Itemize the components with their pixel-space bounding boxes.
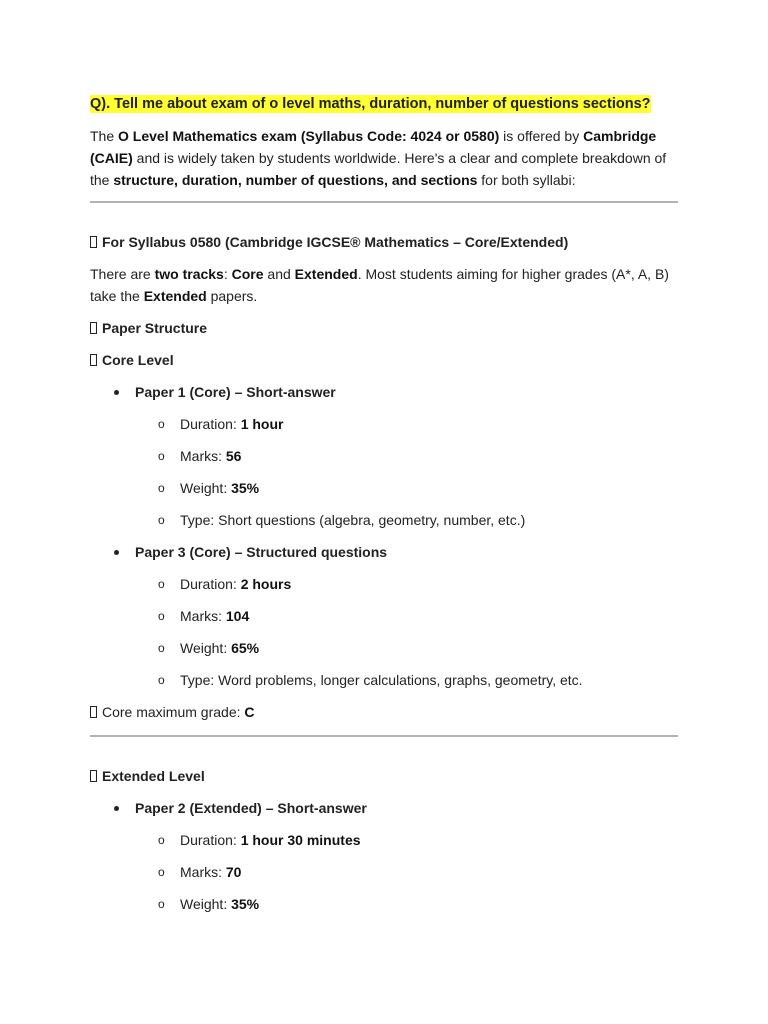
core-papers-list: [90, 381, 678, 403]
paper-details-list: [90, 413, 678, 531]
list-item: [90, 637, 678, 659]
detail-value: 65%: [231, 640, 260, 656]
tracks-text: :: [223, 266, 232, 282]
syllabus-heading-text: For Syllabus 0580 (Cambridge IGCSE® Mathematics – Core/Extended): [102, 234, 569, 250]
question-line: [90, 92, 678, 115]
tracks-text: and: [263, 266, 295, 282]
paper-title: Paper 3 (Core) – Structured questions: [135, 544, 388, 560]
detail-label: Marks:: [180, 448, 226, 464]
list-item: [90, 445, 678, 467]
core-max-grade-label: Core maximum grade:: [102, 704, 245, 720]
list-item: [90, 413, 678, 435]
detail-label: Duration:: [180, 416, 241, 432]
extended-papers-list: [90, 797, 678, 819]
core-papers-list: [90, 541, 678, 563]
tracks-paragraph: [90, 263, 678, 307]
missing-glyph-icon: [90, 770, 97, 782]
intro-topics: structure, duration, number of questions, and sections: [113, 172, 478, 188]
tracks-bold: Extended: [294, 266, 358, 282]
list-item: [90, 477, 678, 499]
intro-board: Cambridge (CAIE): [90, 128, 657, 166]
paper-structure-heading: [90, 317, 678, 339]
tracks-bold: Core: [231, 266, 264, 282]
list-item: [90, 893, 678, 915]
detail-value: 56: [225, 448, 242, 464]
detail-value: 1 hour 30 minutes: [240, 832, 361, 848]
tracks-text: There are: [90, 266, 155, 282]
syllabus-heading: [90, 231, 678, 253]
list-item: [90, 573, 678, 595]
paper-title: Paper 1 (Core) – Short-answer: [135, 384, 336, 400]
paper-details-list: [90, 829, 678, 915]
detail-label: Marks:: [180, 864, 226, 880]
list-item: [90, 797, 678, 819]
intro-text: for both syllabi:: [477, 172, 576, 188]
intro-exam-name: O Level Mathematics exam (Syllabus Code: 4024 or 0580): [118, 128, 500, 144]
missing-glyph-icon: [90, 706, 97, 718]
detail-label: Duration:: [180, 832, 241, 848]
list-item: [90, 861, 678, 883]
tracks-text: . Most students aiming for higher grades (A*, A, B) take the: [90, 266, 669, 304]
tracks-bold: Extended: [143, 288, 207, 304]
detail-value: 70: [225, 864, 242, 880]
missing-glyph-icon: [90, 354, 97, 366]
document-page: [90, 92, 678, 925]
detail-label: Duration:: [180, 576, 241, 592]
extended-level-heading: [90, 765, 678, 787]
detail-label: Type: Word problems, longer calculations, graphs, geometry, etc.: [180, 672, 583, 688]
core-max-grade-value: C: [244, 704, 255, 720]
detail-label: Marks:: [180, 608, 226, 624]
list-item: [90, 829, 678, 851]
extended-level-heading-text: Extended Level: [102, 768, 205, 784]
paper-title: Paper 2 (Extended) – Short-answer: [135, 800, 367, 816]
detail-value: 1 hour: [240, 416, 284, 432]
list-item: [90, 509, 678, 531]
intro-text: is offered by: [499, 128, 584, 144]
detail-label: Weight:: [180, 480, 232, 496]
detail-value: 35%: [231, 896, 260, 912]
core-level-heading: [90, 349, 678, 371]
core-level-heading-text: Core Level: [102, 352, 174, 368]
divider: [90, 735, 678, 737]
core-max-grade: [90, 701, 678, 723]
paper-structure-heading-text: Paper Structure: [102, 320, 208, 336]
list-item: [90, 381, 678, 403]
detail-label: Weight:: [180, 640, 232, 656]
intro-text: The: [90, 128, 119, 144]
intro-paragraph: [90, 125, 678, 191]
tracks-bold: two tracks: [154, 266, 224, 282]
list-item: [90, 669, 678, 691]
detail-label: Weight:: [180, 896, 232, 912]
intro-text: and is widely taken by students worldwide. Here's a clear and complete breakdown of the: [90, 150, 667, 188]
detail-value: 104: [225, 608, 250, 624]
detail-value: 35%: [231, 480, 260, 496]
missing-glyph-icon: [90, 236, 97, 248]
tracks-text: papers.: [206, 288, 258, 304]
divider: [90, 201, 678, 203]
list-item: [90, 605, 678, 627]
missing-glyph-icon: [90, 322, 97, 334]
highlighted-question: Q). Tell me about exam of o level maths, duration, number of questions sections?: [90, 96, 651, 112]
detail-value: 2 hours: [240, 576, 292, 592]
detail-label: Type: Short questions (algebra, geometry, number, etc.): [180, 512, 526, 528]
paper-details-list: [90, 573, 678, 691]
list-item: [90, 541, 678, 563]
